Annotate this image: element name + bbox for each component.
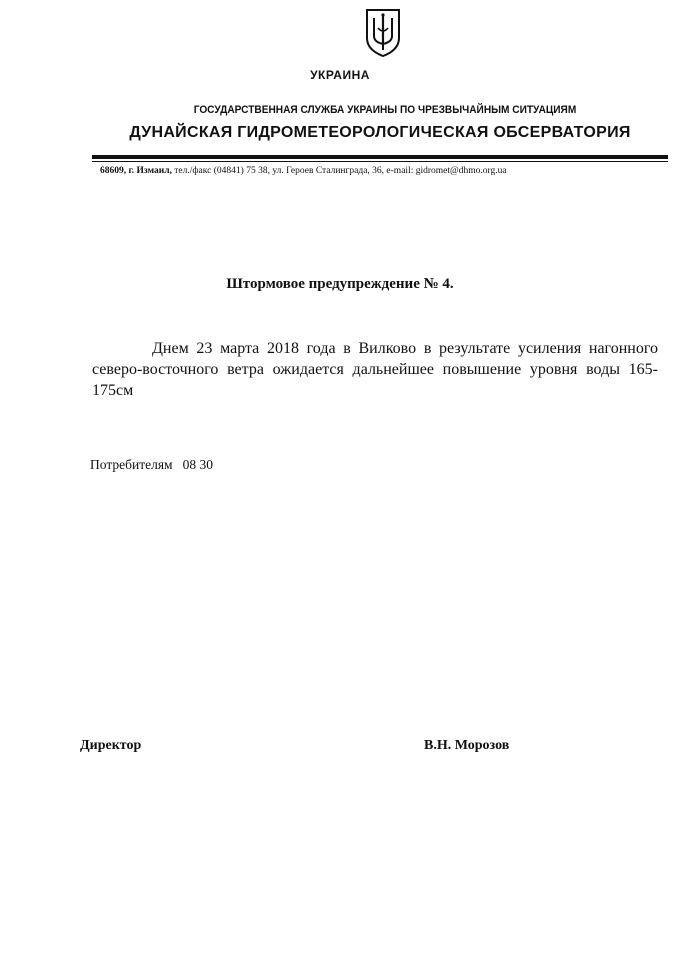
contact-address xyxy=(100,166,670,176)
consumers-label: Потребителям xyxy=(90,457,173,472)
warning-body-text: Днем 23 марта 2018 года в Вилково в результате усиления нагонного северо-восточного ветра ожидается дальнейшее повышение уровня воды 165-175см xyxy=(92,340,658,399)
country-name: УКРАИНА xyxy=(310,68,370,82)
consumers-line xyxy=(90,457,213,473)
signatory-role: Директор xyxy=(80,738,142,753)
document-title: Штормовое предупреждение № 4. xyxy=(226,276,454,292)
header-divider-thick xyxy=(92,155,668,159)
consumers-time: 08 30 xyxy=(182,457,213,472)
organization-name: ДУНАЙСКАЯ ГИДРОМЕТЕОРОЛОГИЧЕСКАЯ ОБСЕРВАТОРИЯ xyxy=(129,124,631,141)
agency-name: ГОСУДАРСТВЕННАЯ СЛУЖБА УКРАИНЫ ПО ЧРЕЗВЫЧАЙНЫМ СИТУАЦИЯМ xyxy=(193,104,577,116)
signatory-name: В.Н. Морозов xyxy=(424,738,510,753)
address-postal-index: 68609, г. Измаил, xyxy=(100,166,172,176)
header-divider-thin xyxy=(92,161,668,162)
address-details: тел./факс (04841) 75 38, ул. Героев Сталинграда, 36, e-mail: gidromet@dhmo.org.ua xyxy=(171,166,507,176)
trident-coat-of-arms-icon xyxy=(364,8,402,58)
